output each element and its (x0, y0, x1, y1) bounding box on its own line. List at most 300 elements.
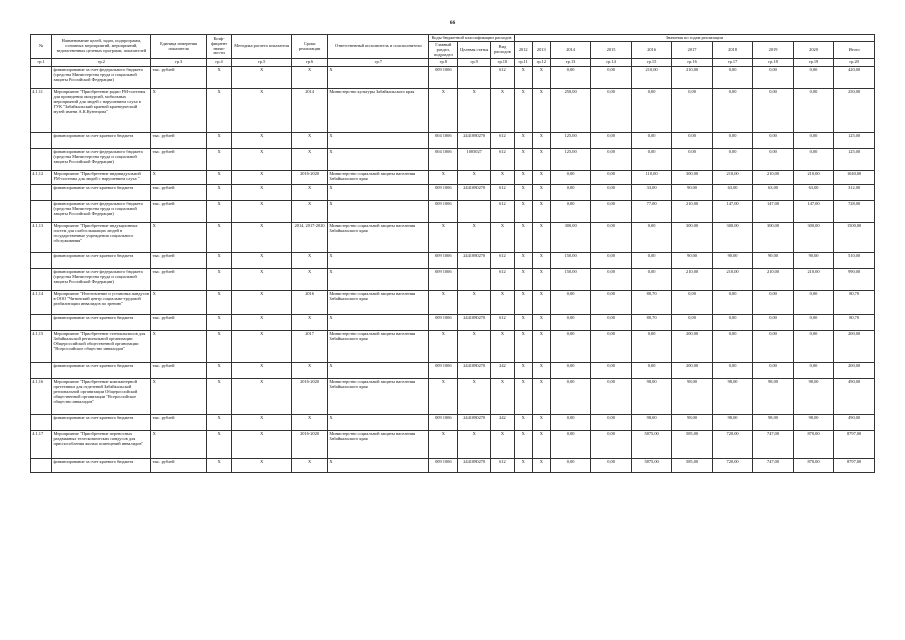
row-method: X (232, 431, 292, 459)
row-unit: тыс. рублей (151, 415, 206, 431)
table-row (31, 171, 875, 185)
row-year-value: 98,00 (672, 415, 712, 431)
table-row (31, 291, 875, 315)
row-year-value: X (532, 415, 550, 431)
row-unit: X (151, 291, 206, 315)
column-number: гр.5 (232, 59, 292, 67)
row-year-value: 150,00 (550, 253, 590, 269)
row-year-value: X (514, 331, 532, 363)
row-number: 4.1.14 (31, 291, 52, 315)
row-year-value: 210,00 (712, 269, 752, 291)
table-row (31, 149, 875, 171)
row-name: финансирование за счет краевого бюджета (52, 185, 151, 201)
row-unit: тыс. рублей (151, 149, 206, 171)
row-coef: X (206, 253, 232, 269)
row-year-value: 0,00 (550, 431, 590, 459)
row-year-value: 0,00 (672, 133, 712, 149)
row-year-value: 720,00 (712, 431, 752, 459)
row-year-value: X (532, 379, 550, 415)
row-bcc-main: 009 1006 (429, 185, 458, 201)
header-total: Итого (834, 42, 875, 59)
row-year-value: X (532, 133, 550, 149)
row-responsible: X (328, 133, 429, 149)
row-year-value: 98,00 (631, 415, 671, 431)
row-name: финансирование за счет краевого бюджета (52, 415, 151, 431)
row-total-value: 8797,00 (834, 431, 875, 459)
row-coef: X (206, 459, 232, 473)
row-year-value: 0,00 (631, 269, 671, 291)
column-number: гр.2 (52, 59, 151, 67)
row-coef: X (206, 363, 232, 379)
row-method: X (232, 363, 292, 379)
row-year-value: 0,00 (631, 331, 671, 363)
row-year-value: X (514, 185, 532, 201)
row-year-value: 870,00 (793, 459, 833, 473)
column-number: гр.12 (532, 59, 550, 67)
row-coef: X (206, 149, 232, 171)
column-number: гр.4 (206, 59, 232, 67)
row-bcc-type: X (491, 291, 514, 315)
row-bcc-type: X (491, 431, 514, 459)
row-coef: X (206, 315, 232, 331)
row-unit: тыс. рублей (151, 315, 206, 331)
row-year-value: 90,00 (712, 253, 752, 269)
row-term: 2016-2020 (291, 431, 327, 459)
table-row (31, 253, 875, 269)
row-year-value: X (514, 415, 532, 431)
row-year-value: X (514, 315, 532, 331)
row-year-value: 0,00 (793, 149, 833, 171)
row-year-value: 98,00 (753, 379, 793, 415)
row-bcc-main: X (429, 379, 458, 415)
row-bcc-type: 612 (491, 67, 514, 89)
row-bcc-target: 2441080270 (458, 253, 491, 269)
row-unit: X (151, 379, 206, 415)
header-bcc-main: Главный раздел, подраздел (429, 42, 458, 59)
column-number: гр.17 (712, 59, 752, 67)
column-number: гр.10 (491, 59, 514, 67)
row-bcc-target: X (458, 171, 491, 185)
row-name: финансирование за счет краевого бюджета (52, 253, 151, 269)
row-year-value: 0,00 (591, 171, 631, 185)
row-year-value: 0,00 (631, 253, 671, 269)
header-responsible: Ответственный исполнитель и соисполнители (328, 35, 429, 59)
row-coef: X (206, 185, 232, 201)
row-year-value: 0,00 (753, 291, 793, 315)
row-bcc-target (458, 269, 491, 291)
row-name: Мероприятие "Приобретение индукционных систем для слабослышащих людей в государственные учреждения социального обслуживания" (52, 223, 151, 253)
row-year-value: 0,00 (793, 133, 833, 149)
row-coef: X (206, 415, 232, 431)
row-term: X (291, 133, 327, 149)
row-total-value: 1500,00 (834, 223, 875, 253)
row-year-value: 210,00 (631, 67, 671, 89)
column-number: гр.14 (591, 59, 631, 67)
row-bcc-main: 009 1006 (429, 67, 458, 89)
row-year-value: X (514, 291, 532, 315)
row-coef: X (206, 431, 232, 459)
table-row (31, 431, 875, 459)
column-number: гр.8 (429, 59, 458, 67)
row-year-value: X (532, 459, 550, 473)
row-unit: X (151, 89, 206, 133)
row-year-value: 0,00 (712, 89, 752, 133)
row-bcc-target: 2441080270 (458, 133, 491, 149)
row-coef: X (206, 201, 232, 223)
row-year-value: 0,00 (672, 149, 712, 171)
header-num: № (31, 35, 52, 59)
row-year-value: 80,70 (631, 315, 671, 331)
row-year-value: 0,00 (672, 291, 712, 315)
row-method: X (232, 315, 292, 331)
row-total-value: 8797,00 (834, 459, 875, 473)
row-year-value: 0,00 (550, 331, 590, 363)
row-bcc-target (458, 67, 491, 89)
row-number (31, 67, 52, 89)
row-number: 4.1.11 (31, 89, 52, 133)
row-total-value: 80,70 (834, 315, 875, 331)
row-year-value: 200,00 (672, 331, 712, 363)
row-responsible: Министерство социальной защиты населения Забайкальского края (328, 171, 429, 185)
row-responsible: X (328, 185, 429, 201)
row-year-value: 0,00 (550, 459, 590, 473)
header-year: 2014 (550, 42, 590, 59)
column-number: гр.1 (31, 59, 52, 67)
row-year-value: 0,00 (631, 149, 671, 171)
row-year-value: 300,00 (712, 223, 752, 253)
row-name: финансирование за счет краевого бюджета (52, 363, 151, 379)
row-method: X (232, 459, 292, 473)
row-year-value: X (532, 269, 550, 291)
row-responsible: X (328, 149, 429, 171)
row-total-value: 250,00 (834, 89, 875, 133)
row-unit: тыс. рублей (151, 253, 206, 269)
header-term: Сроки реализации (291, 35, 327, 59)
row-year-value: 5875,00 (631, 459, 671, 473)
row-responsible: X (328, 253, 429, 269)
column-number-row (31, 59, 875, 67)
table-row (31, 363, 875, 379)
row-unit: X (151, 171, 206, 185)
row-bcc-main: 009 1006 (429, 253, 458, 269)
row-year-value: 0,00 (550, 379, 590, 415)
row-year-value: 0,00 (672, 89, 712, 133)
row-year-value: 0,00 (793, 291, 833, 315)
row-name: Мероприятие "Приобретение переносных раздвижных телескопических пандусов для приспособления жилых помещений инвалидов" (52, 431, 151, 459)
row-year-value: 0,00 (712, 67, 752, 89)
row-year-value: 0,00 (712, 363, 752, 379)
row-year-value: 0,00 (591, 379, 631, 415)
row-name: финансирование за счет краевого бюджета (52, 459, 151, 473)
row-year-value: 98,00 (631, 379, 671, 415)
row-year-value: 0,00 (753, 89, 793, 133)
program-table (30, 34, 875, 473)
column-number: гр.13 (550, 59, 590, 67)
row-year-value: X (532, 89, 550, 133)
row-year-value: X (514, 379, 532, 415)
row-year-value: X (514, 269, 532, 291)
table-row (31, 459, 875, 473)
table-row (31, 331, 875, 363)
row-year-value: X (532, 223, 550, 253)
row-year-value: 300,00 (672, 223, 712, 253)
row-year-value: 210,00 (672, 269, 712, 291)
row-bcc-type: X (491, 223, 514, 253)
row-responsible: Министерство социальной защиты населения Забайкальского края (328, 379, 429, 415)
row-year-value: 0,00 (753, 149, 793, 171)
row-year-value: X (532, 201, 550, 223)
row-year-value: 210,00 (753, 171, 793, 185)
row-bcc-target: 2441080270 (458, 363, 491, 379)
row-bcc-main: X (429, 291, 458, 315)
row-total-value: 1040,00 (834, 171, 875, 185)
row-year-value: 0,00 (550, 291, 590, 315)
row-bcc-target: X (458, 291, 491, 315)
row-bcc-type: X (491, 379, 514, 415)
row-number: 4.1.13 (31, 223, 52, 253)
row-bcc-type: 612 (491, 269, 514, 291)
row-responsible: Министерство социальной защиты населения Забайкальского края (328, 223, 429, 253)
row-term: X (291, 185, 327, 201)
row-year-value: 0,00 (631, 223, 671, 253)
row-year-value: 98,00 (793, 415, 833, 431)
row-method: X (232, 291, 292, 315)
row-bcc-target: 2441080270 (458, 315, 491, 331)
row-year-value: 147,00 (753, 201, 793, 223)
header-coef: Коэф-фициент значи-мости (206, 35, 232, 59)
table-row (31, 133, 875, 149)
row-bcc-main: 009 1006 (429, 315, 458, 331)
row-method: X (232, 223, 292, 253)
row-method: X (232, 201, 292, 223)
header-year: 2015 (591, 42, 631, 59)
row-year-value: 300,00 (793, 223, 833, 253)
row-year-value: 90,00 (672, 185, 712, 201)
row-bcc-type: 612 (491, 133, 514, 149)
row-year-value: 90,00 (793, 253, 833, 269)
row-responsible: X (328, 415, 429, 431)
row-method: X (232, 379, 292, 415)
table-row (31, 201, 875, 223)
row-total-value: 490,00 (834, 379, 875, 415)
column-number: гр.18 (753, 59, 793, 67)
row-year-value: 585,00 (672, 431, 712, 459)
header-year: 2013 (532, 42, 550, 59)
row-responsible: X (328, 269, 429, 291)
row-year-value: 0,00 (591, 201, 631, 223)
row-year-value: 0,00 (591, 363, 631, 379)
row-year-value: X (514, 89, 532, 133)
row-total-value: 80,70 (834, 291, 875, 315)
header-year: 2016 (631, 42, 671, 59)
row-year-value: 300,00 (550, 223, 590, 253)
row-year-value: 0,00 (591, 89, 631, 133)
row-responsible: X (328, 459, 429, 473)
row-year-value: 210,00 (793, 269, 833, 291)
row-unit: тыс. рублей (151, 363, 206, 379)
row-unit: X (151, 331, 206, 363)
row-year-value: 63,00 (753, 185, 793, 201)
row-year-value: X (532, 171, 550, 185)
row-year-value: 210,00 (672, 201, 712, 223)
row-name: финансирование за счет федерального бюджета (средства Министерства труда и социальной защиты Российской Федерации) (52, 149, 151, 171)
row-year-value: 250,00 (550, 89, 590, 133)
row-responsible: X (328, 67, 429, 89)
header-year: 2020 (793, 42, 833, 59)
row-bcc-type: 612 (491, 459, 514, 473)
row-term: X (291, 459, 327, 473)
row-year-value: 0,00 (591, 415, 631, 431)
row-year-value: X (532, 185, 550, 201)
row-bcc-main: 009 1006 (429, 201, 458, 223)
row-term: X (291, 269, 327, 291)
row-year-value: 0,00 (591, 67, 631, 89)
row-year-value: 0,00 (591, 291, 631, 315)
row-year-value: X (514, 363, 532, 379)
row-year-value: 98,00 (712, 415, 752, 431)
row-bcc-main: 009 1006 (429, 269, 458, 291)
row-year-value: 0,00 (712, 149, 752, 171)
row-method: X (232, 133, 292, 149)
row-year-value: 0,00 (550, 363, 590, 379)
header-year: 2018 (712, 42, 752, 59)
row-year-value: 98,00 (712, 379, 752, 415)
row-year-value: 0,00 (793, 315, 833, 331)
row-year-value: 0,00 (793, 89, 833, 133)
row-name: Мероприятие "Изготовление и установка пандусов в ООО "Читинский центр социально-трудовой реабилитации инвалидов по зрению" (52, 291, 151, 315)
header-year: 2012 (514, 42, 532, 59)
row-year-value: X (532, 431, 550, 459)
row-year-value: 0,00 (591, 315, 631, 331)
table-row (31, 89, 875, 133)
row-year-value: X (514, 149, 532, 171)
row-year-value: 0,00 (753, 331, 793, 363)
row-year-value: 0,00 (550, 171, 590, 185)
row-year-value: 0,00 (591, 253, 631, 269)
row-method: X (232, 67, 292, 89)
row-year-value: 63,00 (793, 185, 833, 201)
row-coef: X (206, 331, 232, 363)
row-year-value: 200,00 (672, 363, 712, 379)
row-method: X (232, 171, 292, 185)
row-year-value: 0,00 (591, 133, 631, 149)
row-term: X (291, 201, 327, 223)
row-year-value: 77,00 (631, 201, 671, 223)
row-year-value: 0,00 (712, 315, 752, 331)
row-unit: тыс. рублей (151, 133, 206, 149)
row-bcc-main: 009 1006 (429, 415, 458, 431)
row-year-value: 147,00 (793, 201, 833, 223)
row-year-value: X (532, 253, 550, 269)
row-total-value: 200,00 (834, 363, 875, 379)
row-year-value: 90,00 (672, 253, 712, 269)
row-term: X (291, 363, 327, 379)
row-total-value: 312,00 (834, 185, 875, 201)
row-bcc-target: 1005027 (458, 149, 491, 171)
row-bcc-type: 242 (491, 415, 514, 431)
row-year-value: X (514, 459, 532, 473)
row-number: 4.1.15 (31, 331, 52, 363)
row-total-value: 510,00 (834, 253, 875, 269)
header-row-1 (31, 35, 875, 42)
row-number (31, 315, 52, 331)
row-name: Мероприятие "Приобретение индивидуальной FM-системы для людей с нарушением слуха " (52, 171, 151, 185)
header-year: 2019 (753, 42, 793, 59)
row-method: X (232, 253, 292, 269)
row-number: 4.1.16 (31, 379, 52, 415)
row-year-value: X (514, 171, 532, 185)
column-number: гр.3 (151, 59, 206, 67)
row-bcc-target: 2441080270 (458, 459, 491, 473)
table-row (31, 269, 875, 291)
row-bcc-main: 009 1006 (429, 363, 458, 379)
row-bcc-type: 612 (491, 185, 514, 201)
row-coef: X (206, 67, 232, 89)
row-year-value: 0,00 (753, 67, 793, 89)
header-bcc-target: Целевая статья (458, 42, 491, 59)
row-responsible: Министерство социальной защиты населения Забайкальского края (328, 291, 429, 315)
row-method: X (232, 185, 292, 201)
row-year-value: X (532, 149, 550, 171)
row-bcc-main: X (429, 431, 458, 459)
row-total-value: 125,00 (834, 133, 875, 149)
row-number (31, 459, 52, 473)
row-year-value: X (514, 431, 532, 459)
row-year-value: 150,00 (550, 269, 590, 291)
row-year-value: 0,00 (550, 185, 590, 201)
row-total-value: 990,00 (834, 269, 875, 291)
header-year: 2017 (672, 42, 712, 59)
row-year-value: 747,00 (753, 431, 793, 459)
row-bcc-target: X (458, 379, 491, 415)
row-bcc-main: 004 1006 (429, 149, 458, 171)
row-year-value: 0,00 (591, 185, 631, 201)
row-term: 2014, 2017-2020 (291, 223, 327, 253)
row-year-value: 98,00 (672, 379, 712, 415)
row-bcc-target: 2441080270 (458, 185, 491, 201)
table-row (31, 223, 875, 253)
row-year-value: 0,00 (591, 331, 631, 363)
row-term: X (291, 415, 327, 431)
row-coef: X (206, 133, 232, 149)
row-year-value: 585,00 (672, 459, 712, 473)
page-number: 66 (449, 20, 456, 26)
row-year-value: X (514, 67, 532, 89)
row-bcc-target: X (458, 431, 491, 459)
row-year-value: X (514, 201, 532, 223)
row-unit: тыс. рублей (151, 67, 206, 89)
row-name: Мероприятие "Приобретение радио FM-системы для проведения экскурсий, мобильных мероприятий для людей с нарушением слуха в ГУК "Забайкальский краевой краеведческий музей имени А.К.Кузнецова" (52, 89, 151, 133)
row-bcc-type: 612 (491, 315, 514, 331)
row-year-value: 210,00 (712, 171, 752, 185)
row-unit: тыс. рублей (151, 459, 206, 473)
row-year-value: 90,00 (753, 253, 793, 269)
row-bcc-main: X (429, 331, 458, 363)
table-row (31, 185, 875, 201)
row-method: X (232, 89, 292, 133)
row-responsible: Министерство социальной защиты населения Забайкальского края (328, 331, 429, 363)
row-method: X (232, 331, 292, 363)
row-year-value: 0,00 (550, 201, 590, 223)
table-body (31, 67, 875, 473)
header-method: Методика расчета показателя (232, 35, 292, 59)
row-bcc-target (458, 201, 491, 223)
row-year-value: X (514, 223, 532, 253)
row-year-value: X (514, 133, 532, 149)
table-row (31, 315, 875, 331)
row-year-value: 33,00 (631, 185, 671, 201)
row-bcc-main: 004 1006 (429, 133, 458, 149)
